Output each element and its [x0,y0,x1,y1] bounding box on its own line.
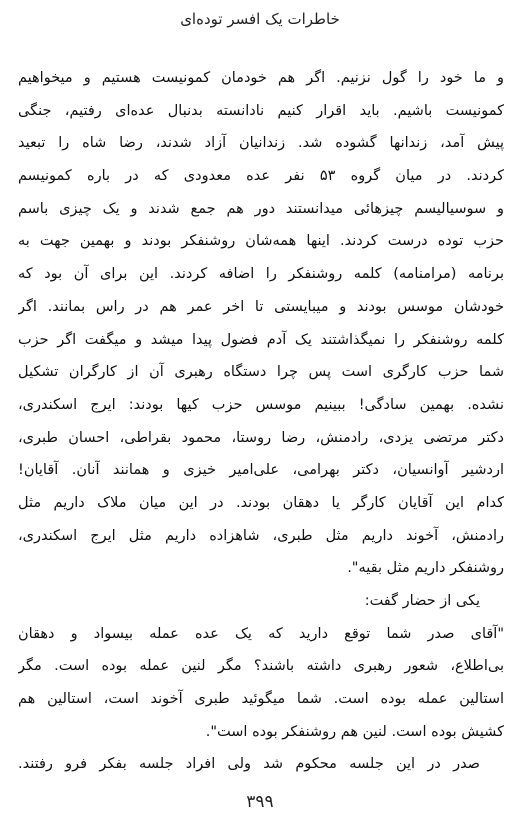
text-line: خودشان موسس بودند و میبایستی تا اخر عمر هم در راس بمانند. اگر [18,298,504,315]
text-line: کشیش بوده است. لنین هم روشنفکر بوده است". [205,723,504,740]
text-line: روشنفکر داریم مثل بقیه". [347,560,504,577]
text-line: بی‌اطلاع، شعور رهبری داشته باشند؟ مگر لنین عمله بوده است. مگر [18,658,504,675]
text-line: کدام این آقایان کارگر یا دهقان بودند. در این میان ملاک داریم مثل [18,494,504,511]
text-line: نشده. بهمین سادگی! ببینیم موسس حزب کیها بودند: ایرج اسکندری، [18,396,504,413]
text-line: یکی از حضار گفت: [364,593,480,609]
text-line: دکتر مرتضی یزدی، رادمنش، رضا روستا، محمود بقراطی، احسان طبری، [18,429,504,446]
text-line: و ما خود را گول نزنیم. اگر هم خودمان کمونیست هستیم و میخواهیم [18,70,504,86]
page-number: ۳۹۹ [246,792,274,812]
text-line: کردند. در میان گروه ۵۳ نفر عده معدودی که در باره کمونیسم [18,168,504,185]
body-text [18,62,504,781]
text-line: پیش آمد، زندانها گشوده شد. زندانیان آزاد شدند، رضا شاه را تبعید [18,135,504,152]
text-line: استالین عمله بوده است. شما میگوئید طبری آخوند است، استالین هم [18,691,504,708]
text-line: برنامه (مرامنامه) کلمه روشنفکر را اضافه کردند. این برای آن بود که [18,266,504,283]
text-line: شما حزب کارگری است پس چرا دستگاه رهبری آن از کارگران تشکیل [18,364,504,381]
text-line: کلمه روشنفکر را نمیگذاشتند یک آدم فضول پیدا میشد و میگفت اگر حزب [18,331,504,348]
text-line: اردشیر آوانسیان، دکتر بهرامی، علی‌امیر خیزی و همانند آنان. آقایان! [18,462,504,479]
text-line: "آقای صدر شما توقع دارید که یک عده عمله بیسواد و دهقان [18,625,504,642]
text-line: کمونیست باشیم. باید اقرار کنیم نادانسته بدنبال عده‌ای رفتیم، جنگی [18,102,504,119]
running-header: خاطرات یک افسر توده‌ای [180,10,340,28]
text-line: رادمنش، آخوند داریم مثل طبری، شاهزاده داریم مثل ایرج اسکندری، [18,527,504,544]
text-line: صدر در این جلسه محکوم شد ولی افراد جلسه بفکر فرو رفتند. [18,756,480,773]
text-line: و سوسیالیسم چیزهائی میدانستند دور هم جمع شدند و یک چیزی باسم [18,200,504,217]
text-line: حزب توده درست کردند. اینها همه‌شان روشنفکر بودند و بهمین جهت به [18,233,504,250]
